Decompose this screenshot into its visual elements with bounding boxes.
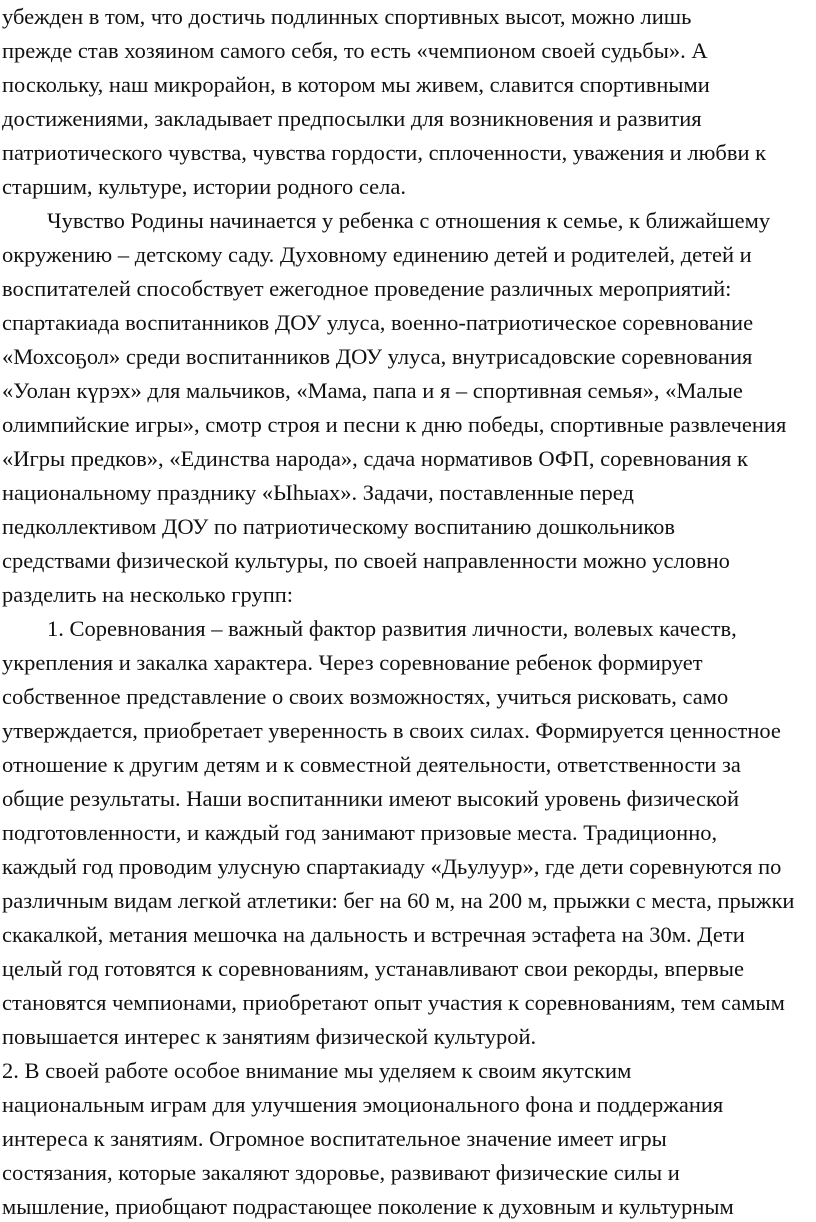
text-line: окружению – детскому саду. Духовному единению детей и родителей, детей и [2,242,752,267]
text-line: мышление, приобщают подрастающее поколение к духовным и культурным [2,1194,734,1219]
text-line: «Мохсоҕол» среди воспитанников ДОУ улуса, внутрисадовские соревнования [2,344,753,369]
text-line: средствами физической культуры, по своей направленности можно условно [2,548,730,573]
text-line: достижениями, закладывает предпосылки для возникновения и развития [2,106,702,131]
text-line: старшим, культуре, истории родного села. [2,174,406,199]
text-line: Чувство Родины начинается у ребенка с отношения к семье, к ближайшему [47,208,771,233]
text-line: воспитателей способствует ежегодное проведение различных мероприятий: [2,276,732,301]
text-line: национальному празднику «Ыһыах». Задачи, поставленные перед [2,480,634,505]
text-line: состязания, которые закаляют здоровье, развивают физические силы и [2,1160,680,1185]
text-line: утверждается, приобретает уверенность в своих силах. Формируется ценностное [2,718,781,743]
text-line: скакалкой, метания мешочка на дальность и встречная эстафета на 30м. Дети [2,922,745,947]
text-line: педколлективом ДОУ по патриотическому воспитанию дошкольников [2,514,676,539]
text-line: прежде став хозяином самого себя, то есть «чемпионом своей судьбы». А [2,38,708,63]
text-line: убежден в том, что достичь подлинных спортивных высот, можно лишь [2,4,692,29]
text-line: становятся чемпионами, приобретают опыт участия к соревнованиям, тем самым [2,990,785,1015]
text-line: патриотического чувства, чувства гордости, сплоченности, уважения и любви к [2,140,767,165]
text-line: подготовленности, и каждый год занимают призовые места. Традиционно, [2,820,718,845]
text-line: поскольку, наш микрорайон, в котором мы живем, славится спортивными [2,72,710,97]
text-line: отношение к другим детям и к совместной деятельности, ответственности за [2,752,741,777]
text-line: 1. Соревнования – важный фактор развития личности, волевых качеств, [47,616,737,641]
text-line: интереса к занятиям. Огромное воспитательное значение имеет игры [2,1126,667,1151]
text-line: общие результаты. Наши воспитанники имеют высокий уровень физической [2,786,740,811]
text-line: «Игры предков», «Единства народа», сдача нормативов ОФП, соревнования к [2,446,748,471]
text-line: укрепления и закалка характера. Через соревнование ребенок формирует [2,650,703,675]
text-line: целый год готовятся к соревнованиям, устанавливают свои рекорды, впервые [2,956,744,981]
text-line: олимпийские игры», смотр строя и песни к дню победы, спортивные развлечения [2,412,787,437]
text-line: каждый год проводим улусную спартакиаду «Дьулуур», где дети соревнуются по [2,854,782,879]
text-line: повышается интерес к занятиям физической культурой. [2,1024,537,1049]
text-line: различным видам легкой атлетики: бег на 60 м, на 200 м, прыжки с места, прыжки [2,888,795,913]
text-line: собственное представление о своих возможностях, учиться рисковать, само [2,684,729,709]
text-line: спартакиада воспитанников ДОУ улуса, военно-патриотическое соревнование [2,310,754,335]
text-line: разделить на несколько групп: [2,582,294,607]
text-line: 2. В своей работе особое внимание мы уделяем к своим якутским [2,1058,632,1083]
text-line: национальным играм для улучшения эмоционального фона и поддержания [2,1092,724,1117]
text-line: «Уолан күрэх» для мальчиков, «Мама, папа и я – спортивная семья», «Малые [2,378,743,403]
